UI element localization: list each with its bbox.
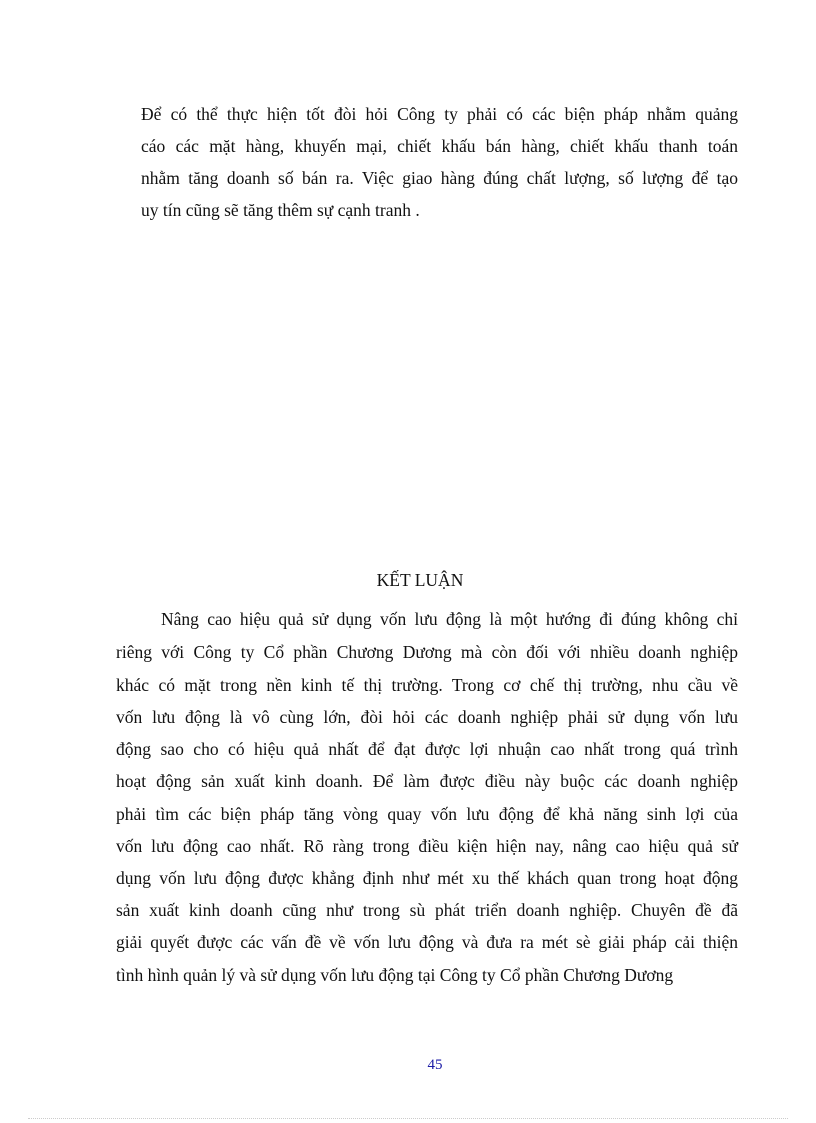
text-line: riêng với Công ty Cổ phần Chương Dương mà còn đối với nhiều doanh nghiệp <box>116 642 738 662</box>
text-line: Nâng cao hiệu quả sử dụng vốn lưu động là một hướng đi đúng không chỉ <box>161 609 738 629</box>
text-line: vốn lưu động cao nhất. Rõ ràng trong điều kiện hiện nay, nâng cao hiệu quả sử <box>116 836 738 856</box>
text-line: dụng vốn lưu động được khẳng định như mét xu thế khách quan trong hoạt động <box>116 868 738 888</box>
text-line: vốn lưu động là vô cùng lớn, đòi hỏi các doanh nghiệp phải sử dụng vốn lưu <box>116 707 738 727</box>
text-line: giải quyết được các vấn đề về vốn lưu động và đưa ra mét sè giải pháp cải thiện <box>116 932 738 952</box>
section-title: KẾT LUẬN <box>376 570 464 590</box>
text-line: tình hình quản lý và sử dụng vốn lưu động tại Công ty Cổ phần Chương Dương <box>116 965 674 985</box>
text-line: uy tín cũng sẽ tăng thêm sự cạnh tranh . <box>141 200 420 220</box>
page-number: 45 <box>427 1057 443 1073</box>
text-line: hoạt động sản xuất kinh doanh. Để làm được điều này buộc các doanh nghiệp <box>116 771 738 791</box>
text-line: khác có mặt trong nền kinh tế thị trường. Trong cơ chế thị trường, nhu cầu về <box>116 675 738 695</box>
text-line: động sao cho có hiệu quả nhất để đạt được lợi nhuận cao nhất trong quá trình <box>116 739 738 759</box>
text-line: Để có thể thực hiện tốt đòi hỏi Công ty phải có các biện pháp nhằm quảng <box>141 104 738 124</box>
text-line: nhằm tăng doanh số bán ra. Việc giao hàng đúng chất lượng, số lượng để tạo <box>141 168 738 188</box>
text-line: cáo các mặt hàng, khuyến mại, chiết khấu bán hàng, chiết khấu thanh toán <box>141 136 738 156</box>
text-line: sản xuất kinh doanh cũng như trong sù phát triển doanh nghiệp. Chuyên đề đã <box>116 900 738 920</box>
page-edge-divider <box>28 1118 788 1119</box>
text-line: phải tìm các biện pháp tăng vòng quay vốn lưu động để khả năng sinh lợi của <box>116 804 738 824</box>
